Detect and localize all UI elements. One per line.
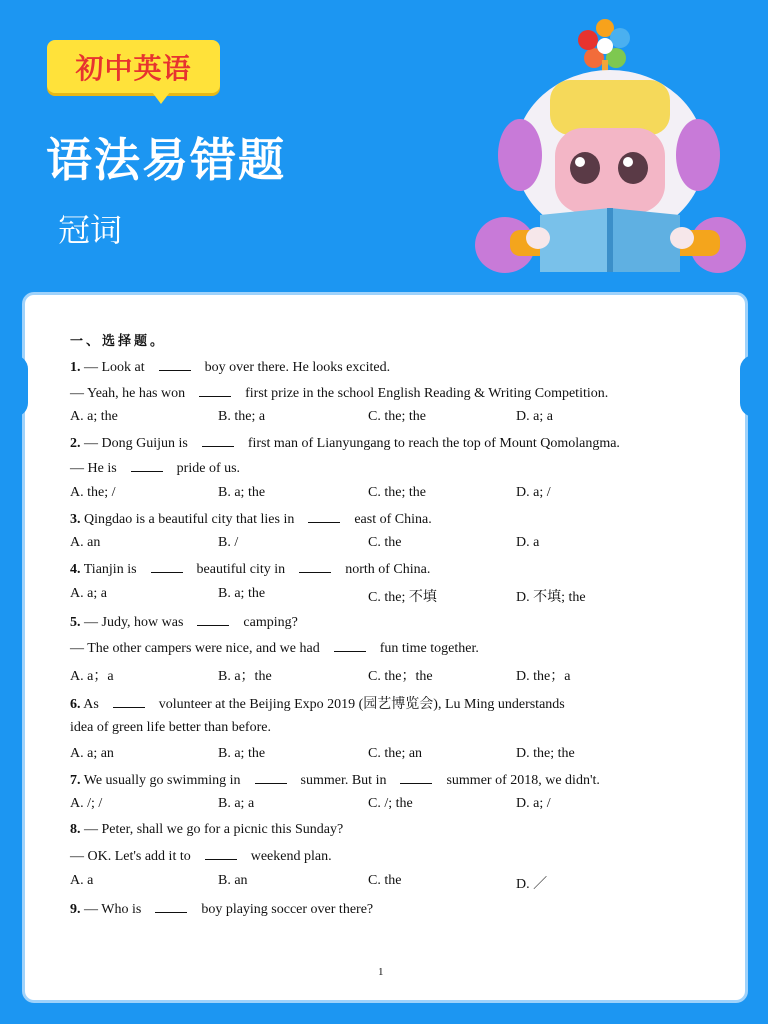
option-b[interactable]: B. a; the <box>218 746 266 761</box>
question-text: Tianjin is <box>83 562 137 577</box>
question-text: — The other campers were nice, and we had <box>70 641 320 656</box>
option-b[interactable]: B. a; a <box>218 796 255 811</box>
option-a[interactable]: A. /; / <box>70 796 103 811</box>
page-title: 语法易错题 <box>46 133 286 187</box>
option-d[interactable]: D. 不填; the <box>516 590 586 605</box>
answer-blank[interactable] <box>202 434 234 447</box>
question-1-line-1 <box>70 358 390 376</box>
question-8-line-2 <box>70 847 332 865</box>
card-notch-left <box>14 355 28 417</box>
option-a[interactable]: A. a；a <box>70 669 114 684</box>
option-c[interactable]: C. /; the <box>368 796 413 811</box>
option-b[interactable]: B. / <box>218 535 239 550</box>
question-2-line-2 <box>70 459 240 477</box>
question-8-line-1 <box>70 822 343 838</box>
option-a[interactable]: A. a; an <box>70 746 114 761</box>
robot-reading-book-mascot-icon <box>470 10 750 280</box>
option-c[interactable]: C. the; 不填 <box>368 590 437 605</box>
question-number: 2. <box>70 436 81 451</box>
question-text: summer. But in <box>300 773 387 788</box>
answer-blank[interactable] <box>199 384 231 397</box>
question-text: first man of Lianyungang to reach the top of Mount Qomolangma. <box>247 436 620 451</box>
option-d[interactable]: D. a; / <box>516 796 551 811</box>
option-a[interactable]: A. the; / <box>70 485 116 500</box>
answer-blank[interactable] <box>334 639 366 652</box>
question-3-line-1 <box>70 510 432 528</box>
option-a[interactable]: A. an <box>70 535 101 550</box>
answer-blank[interactable] <box>299 560 331 573</box>
question-5-line-1 <box>70 613 298 631</box>
question-6-line-2 <box>70 720 271 736</box>
question-number: 9. <box>70 902 81 917</box>
option-a[interactable]: A. a; the <box>70 409 118 424</box>
answer-blank[interactable] <box>151 560 183 573</box>
question-text: volunteer at the Beijing Expo 2019 (园艺博览会), Lu Ming understands <box>158 697 565 712</box>
question-text: north of China. <box>345 562 431 577</box>
question-text: east of China. <box>354 512 432 527</box>
question-text: — Dong Guijun is <box>84 436 188 451</box>
question-7-line-1 <box>70 771 600 789</box>
category-tag-tail <box>152 92 170 104</box>
option-b[interactable]: B. a; the <box>218 485 266 500</box>
question-number: 1. <box>70 360 81 375</box>
category-tag <box>47 40 220 93</box>
question-number: 8. <box>70 822 81 837</box>
question-text: — Peter, shall we go for a picnic this Sunday? <box>84 822 344 837</box>
question-text: first prize in the school English Reading & Writing Competition. <box>245 386 609 401</box>
question-text: idea of green life better than before. <box>70 720 271 735</box>
question-number: 6. <box>70 697 81 712</box>
question-text: summer of 2018, we didn't. <box>446 773 600 788</box>
option-b[interactable]: B. the; a <box>218 409 266 424</box>
answer-blank[interactable] <box>159 358 191 371</box>
question-text: — Look at <box>84 360 145 375</box>
page-number: 1 <box>378 966 384 978</box>
option-c[interactable]: C. the; the <box>368 409 426 424</box>
question-text: — Who is <box>84 902 142 917</box>
option-c[interactable]: C. the; an <box>368 746 423 761</box>
question-text: — Yeah, he has won <box>70 386 186 401</box>
question-4-line-1 <box>70 560 430 578</box>
answer-blank[interactable] <box>205 847 237 860</box>
option-a[interactable]: A. a; a <box>70 586 107 601</box>
question-text: — He is <box>70 461 117 476</box>
question-6-line-1 <box>70 693 565 713</box>
option-c[interactable]: C. the <box>368 535 402 550</box>
question-text: camping? <box>243 615 298 630</box>
card-notch-right <box>740 355 754 417</box>
section-heading: 一、选择题。 <box>70 334 167 349</box>
question-5-line-2 <box>70 639 479 657</box>
question-text: fun time together. <box>379 641 479 656</box>
option-b[interactable]: B. an <box>218 873 248 888</box>
question-number: 5. <box>70 615 81 630</box>
question-text: As <box>83 697 99 712</box>
answer-blank[interactable] <box>197 613 229 626</box>
option-d[interactable]: D. a <box>516 535 540 550</box>
question-text: boy playing soccer over there? <box>201 902 374 917</box>
question-text: — OK. Let's add it to <box>70 849 191 864</box>
question-9-line-1 <box>70 900 373 918</box>
question-number: 4. <box>70 562 81 577</box>
question-text: — Judy, how was <box>84 615 184 630</box>
question-number: 7. <box>70 773 81 788</box>
option-d[interactable]: D. ／ <box>516 877 548 892</box>
option-c[interactable]: C. the; the <box>368 485 426 500</box>
answer-blank[interactable] <box>155 900 187 913</box>
question-number: 3. <box>70 512 81 527</box>
answer-blank[interactable] <box>255 771 287 784</box>
question-text: pride of us. <box>176 461 241 476</box>
page-subtitle: 冠词 <box>58 211 123 249</box>
option-b[interactable]: B. a；the <box>218 669 272 684</box>
question-2-line-1 <box>70 434 620 452</box>
answer-blank[interactable] <box>131 459 163 472</box>
question-1-line-2 <box>70 384 608 402</box>
answer-blank[interactable] <box>308 510 340 523</box>
option-d[interactable]: D. the; the <box>516 746 575 761</box>
question-text: weekend plan. <box>250 849 332 864</box>
category-tag-label: 初中英语 <box>75 51 192 85</box>
question-text: Qingdao is a beautiful city that lies in <box>84 512 295 527</box>
option-b[interactable]: B. a; the <box>218 586 266 601</box>
option-a[interactable]: A. a <box>70 873 94 888</box>
answer-blank[interactable] <box>400 771 432 784</box>
answer-blank[interactable] <box>113 695 145 708</box>
option-c[interactable]: C. the <box>368 873 402 888</box>
question-text: We usually go swimming in <box>83 773 241 788</box>
option-d[interactable]: D. a; a <box>516 409 553 424</box>
option-d[interactable]: D. the；a <box>516 669 571 684</box>
option-c[interactable]: C. the；the <box>368 669 433 684</box>
question-text: beautiful city in <box>196 562 286 577</box>
option-d[interactable]: D. a; / <box>516 485 551 500</box>
question-text: boy over there. He looks excited. <box>204 360 391 375</box>
